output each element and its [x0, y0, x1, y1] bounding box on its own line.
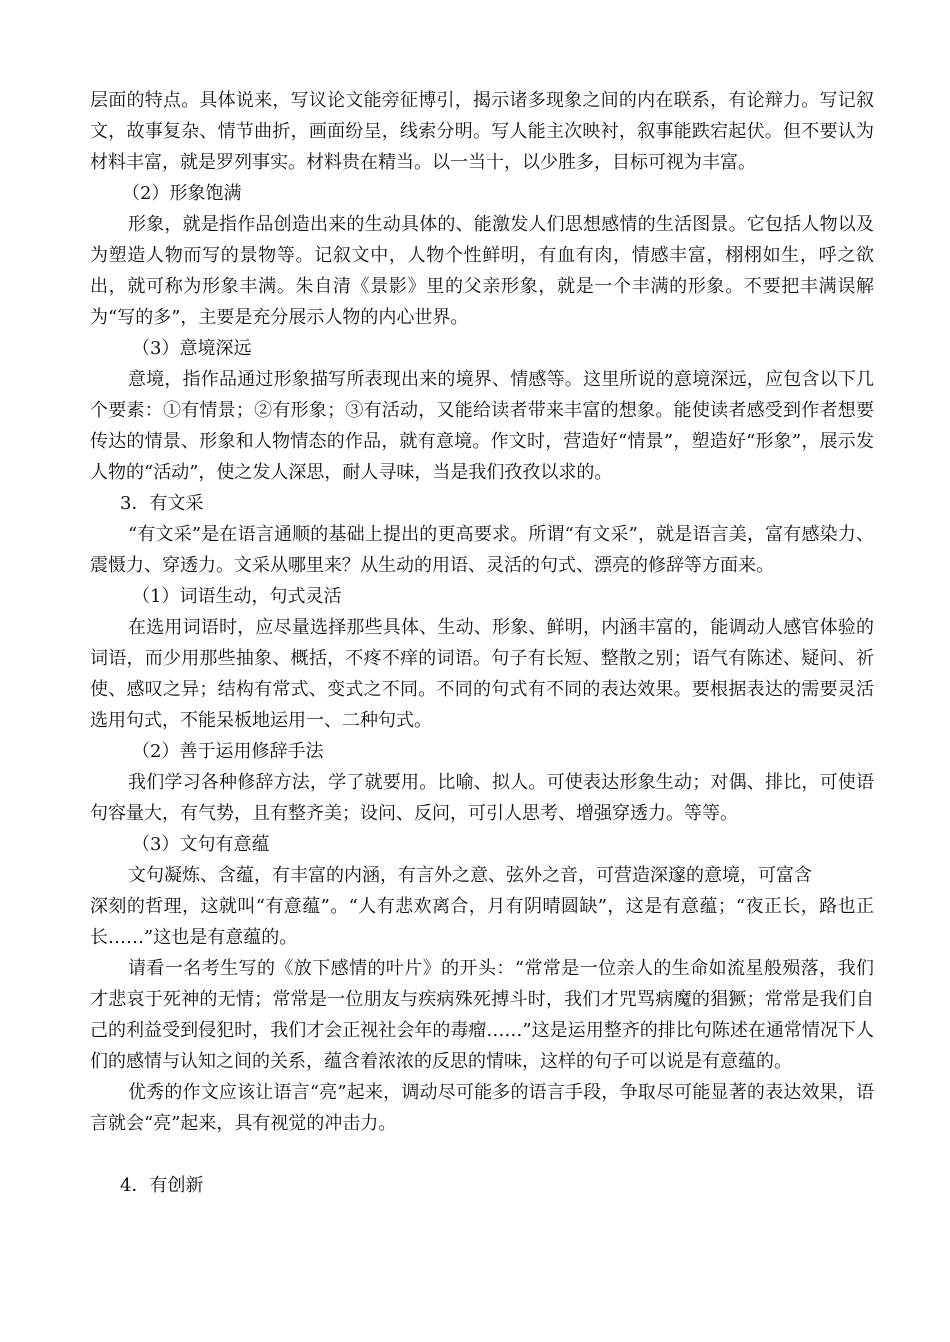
- subheading-vivid-image: （2）形象饱满: [122, 183, 242, 204]
- paragraph-artistic-conception: 意境，指作品通过形象描写所表现出来的境界、情感等。这里所说的意境深远，应包含以下几个要素：①有情景；②有形象；③有活动，又能给读者带来丰富的想象。能使读者感受到作者想要传达的情景、形象和人物情态的作品，就有意境。作文时，营造好“情景”，塑造好“形象”，展示发人物的“活动”，使之发人深思，耐人寻味，当是我们孜孜以求的。: [90, 369, 874, 483]
- document-body: [90, 85, 874, 1201]
- paragraph-literary-grace: “有文采”是在语言通顺的基础上提出的更高要求。所谓“有文采”，就是语言美，富有感染力、震慑力、穿透力。文采从哪里来？从生动的用语、灵活的句式、漂亮的修辞等方面来。: [90, 524, 874, 576]
- paragraph-vivid-words: 在选用词语时，应尽量选择那些具体、生动、形象、鲜明，内涵丰富的，能调动人感官体验的词语，而少用那些抽象、概括，不疼不痒的词语。句子有长短、整散之别；语气有陈述、疑问、祈使、感叹之异；结构有常式、变式之不同。不同的句式有不同的表达效果。要根据表达的需要灵活选用句式，不能呆板地运用一、二种句式。: [90, 617, 874, 731]
- subheading-rhetoric: （2）善于运用修辞手法: [132, 741, 324, 762]
- subheading-artistic-conception: （3）意境深远: [132, 338, 252, 359]
- heading-literary-grace: 3．有文采: [120, 493, 204, 514]
- paragraph-conclusion: 优秀的作文应该让语言“亮”起来，调动尽可能多的语言手段，争取尽可能显著的表达效果，语言就会“亮”起来，具有视觉的冲击力。: [90, 1082, 874, 1134]
- heading-innovation: 4．有创新: [120, 1175, 204, 1196]
- subheading-implication: （3）文句有意蕴: [132, 834, 270, 855]
- paragraph-example: 请看一名考生写的《放下感情的叶片》的开头：“常常是一位亲人的生命如流星般殒落，我们才悲哀于死神的无情；常常是一位朋友与疾病殊死搏斗时，我们才咒骂病魔的猖獗；常常是我们自己的利益受到侵犯时，我们才会正视社会年的毒瘤……”这是运用整齐的排比句陈述在通常情况下人们的感情与认知之间的关系，蕴含着浓浓的反思的情味，这样的句子可以说是有意蕴的。: [90, 958, 874, 1072]
- paragraph-implication-part2: 深刻的哲理，这就叫“有意蕴”。“人有悲欢离合，月有阴晴圆缺”，这是有意蕴；“夜正长，路也正长……”这也是有意蕴的。: [90, 896, 874, 948]
- blank-line: [90, 1139, 874, 1170]
- paragraph-material-richness: 层面的特点。具体说来，写议论文能旁征博引，揭示诸多现象之间的内在联系，有论辩力。写记叙文，故事复杂、情节曲折，画面纷呈，线索分明。写人能主次映衬，叙事能跌宕起伏。但不要认为材料丰富，就是罗列事实。材料贵在精当。以一当十，以少胜多，目标可视为丰富。: [90, 90, 874, 173]
- paragraph-implication-part1: 文句凝炼、含蕴，有丰富的内涵，有言外之意、弦外之音，可营造深邃的意境，可富含: [128, 865, 812, 886]
- subheading-vivid-words: （1）词语生动，句式灵活: [132, 586, 342, 607]
- paragraph-image: 形象，就是指作品创造出来的生动具体的、能激发人们思想感情的生活图景。它包括人物以及为塑造人物而写的景物等。记叙文中，人物个性鲜明，有血有肉，情感丰富，栩栩如生，呼之欲出，就可称为形象丰满。朱自清《景影》里的父亲形象，就是一个丰满的形象。不要把丰满误解为“写的多”，主要是充分展示人物的内心世界。: [90, 214, 874, 328]
- paragraph-rhetoric: 我们学习各种修辞方法，学了就要用。比喻、拟人。可使表达形象生动；对偶、排比，可使语句容量大，有气势，且有整齐美；设问、反问，可引人思考、增强穿透力。等等。: [90, 772, 874, 824]
